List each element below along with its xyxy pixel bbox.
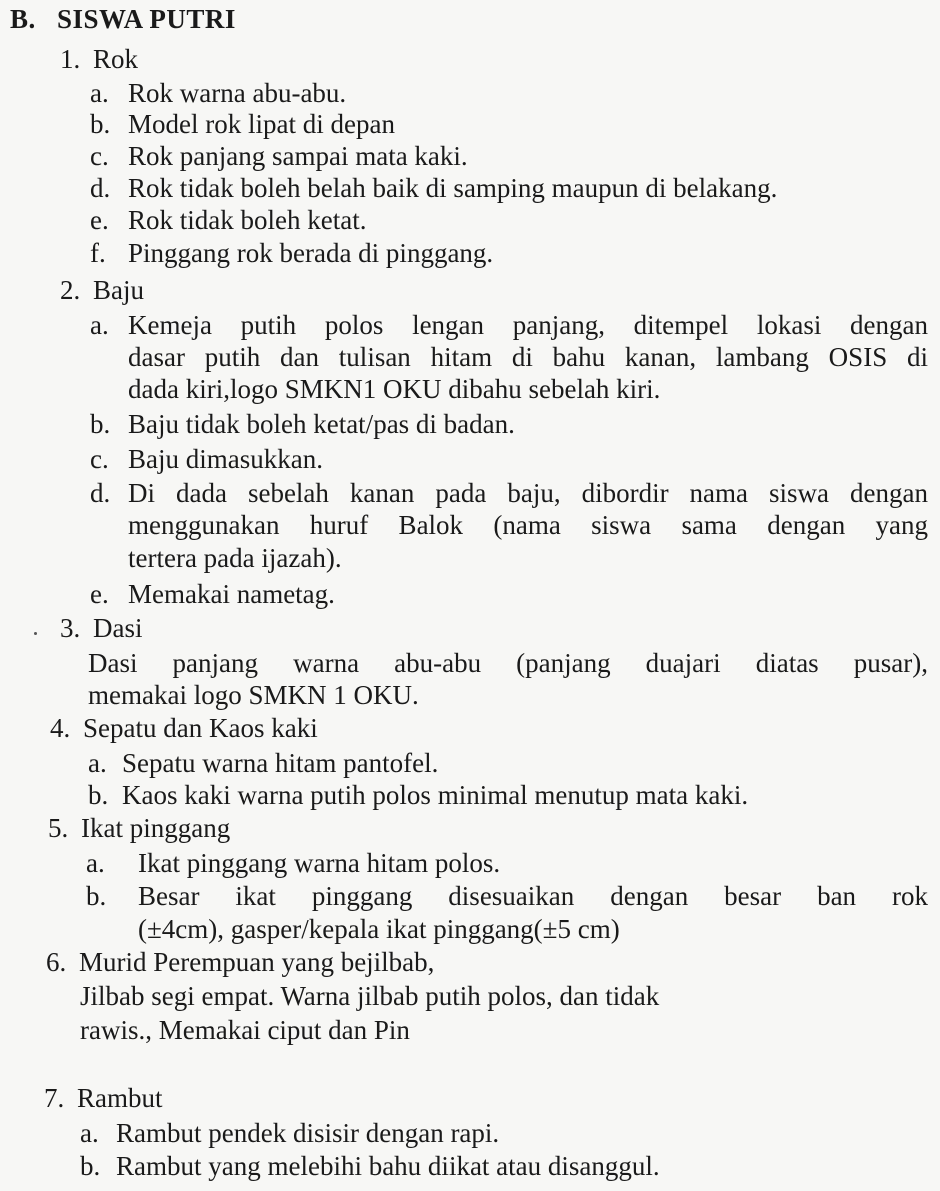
section-title: Rambut [77, 1083, 163, 1113]
item-marker: a. [90, 78, 109, 108]
section-jilbab-title [46, 947, 434, 977]
section-title: Sepatu dan Kaos kaki [83, 713, 318, 743]
item-text-line: dada kiri,logo SMKN1 OKU dibahu sebelah kiri. [128, 374, 661, 404]
item-text-line: Di dada sebelah kanan pada baju, dibordir nama siswa dengan [128, 478, 928, 508]
item-marker: b. [86, 881, 107, 911]
section-number: 1. [60, 44, 81, 74]
item-marker: e. [90, 205, 109, 235]
heading-title: SISWA PUTRI [57, 4, 236, 34]
item-text: Sepatu warna hitam pantofel. [122, 748, 439, 778]
list-item [90, 173, 777, 203]
section-number: 6. [46, 947, 67, 977]
list-item [90, 141, 468, 171]
section-number: 7. [44, 1083, 65, 1113]
item-text-line: Besar ikat pinggang disesuaikan dengan besar ban rok [138, 881, 928, 911]
paragraph-line: Jilbab segi empat. Warna jilbab putih polos, dan tidak [80, 981, 660, 1011]
section-rok-title [60, 44, 138, 74]
list-item [90, 205, 366, 235]
section-number: 3. [60, 613, 81, 643]
list-item [90, 78, 346, 108]
item-text: Ikat pinggang warna hitam polos. [138, 848, 501, 878]
list-item [90, 409, 515, 439]
section-number: 2. [60, 275, 81, 305]
list-item [90, 478, 128, 508]
list-item [88, 748, 438, 778]
item-marker: b. [90, 409, 111, 439]
item-text: Baju dimasukkan. [128, 444, 323, 474]
item-marker: d. [90, 173, 111, 203]
item-marker: f. [90, 238, 106, 268]
paragraph-line: Dasi panjang warna abu-abu (panjang duajari diatas pusar), [88, 648, 928, 678]
item-text-line: tertera pada ijazah). [128, 543, 342, 573]
list-item [90, 109, 395, 139]
list-item [80, 1118, 499, 1148]
paragraph-line: rawis., Memakai ciput dan Pin [80, 1015, 410, 1045]
scan-speck [34, 632, 37, 635]
item-text: Pinggang rok berada di pinggang. [128, 238, 494, 268]
section-heading [10, 4, 236, 34]
section-rambut-title [44, 1083, 163, 1113]
item-text: Rambut yang melebihi bahu diikat atau disanggul. [116, 1151, 660, 1181]
section-title: Baju [93, 275, 144, 305]
item-marker: b. [90, 109, 111, 139]
item-text: Memakai nametag. [128, 579, 335, 609]
item-text-line: menggunakan huruf Balok (nama siswa sama dengan yang [128, 510, 928, 540]
section-number: 4. [50, 713, 71, 743]
list-item [90, 310, 128, 340]
section-sepatu-title [50, 713, 318, 743]
item-text: Rambut pendek disisir dengan rapi. [116, 1118, 500, 1148]
heading-marker: B. [10, 4, 36, 34]
item-text-line: dasar putih dan tulisan hitam di bahu kanan, lambang OSIS di [128, 342, 928, 372]
section-title: Murid Perempuan yang bejilbab, [79, 947, 435, 977]
item-marker: e. [90, 579, 109, 609]
list-item [80, 1151, 660, 1181]
item-text: Kaos kaki warna putih polos minimal menutup mata kaki. [122, 780, 749, 810]
item-text: Baju tidak boleh ketat/pas di badan. [128, 409, 515, 439]
item-marker: c. [90, 141, 109, 171]
item-marker: c. [90, 444, 109, 474]
list-item [86, 881, 138, 911]
item-marker: a. [88, 748, 107, 778]
section-dasi-title [60, 613, 143, 643]
section-title: Dasi [93, 613, 143, 643]
item-marker: b. [88, 780, 109, 810]
item-text: Rok panjang sampai mata kaki. [128, 141, 468, 171]
item-text-line: Kemeja putih polos lengan panjang, ditempel lokasi dengan [128, 310, 928, 340]
item-marker: a. [80, 1118, 99, 1148]
section-title: Rok [93, 44, 139, 74]
item-text: Model rok lipat di depan [128, 109, 395, 139]
section-title: Ikat pinggang [81, 813, 231, 843]
paragraph-line: memakai logo SMKN 1 OKU. [88, 680, 419, 710]
list-item [86, 848, 500, 878]
item-text: Rok tidak boleh belah baik di samping maupun di belakang. [128, 173, 778, 203]
section-ikat-title [48, 813, 230, 843]
item-text: Rok warna abu-abu. [128, 78, 347, 108]
list-item [90, 579, 335, 609]
item-text-line: (±4cm), gasper/kepala ikat pinggang(±5 cm) [138, 914, 620, 944]
section-baju-title [60, 275, 144, 305]
item-marker: a. [86, 848, 105, 878]
list-item [90, 238, 493, 268]
item-marker: b. [80, 1151, 101, 1181]
list-item [88, 780, 748, 810]
item-text: Rok tidak boleh ketat. [128, 205, 367, 235]
section-number: 5. [48, 813, 69, 843]
item-marker: a. [90, 310, 109, 340]
item-marker: d. [90, 478, 111, 508]
list-item [90, 444, 323, 474]
